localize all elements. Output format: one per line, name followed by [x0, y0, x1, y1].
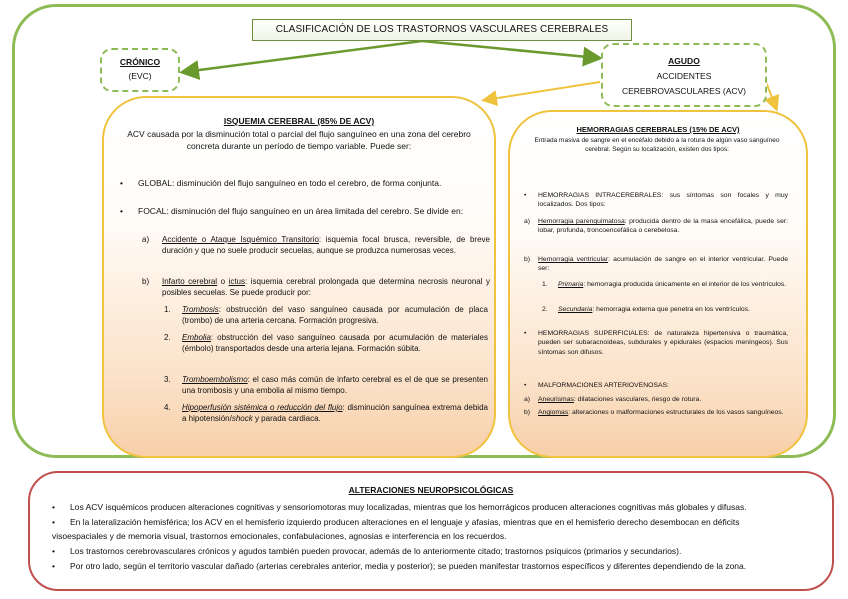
arrow-to-isquemia	[485, 82, 600, 100]
hemorragias-item-b: b) Hemorragia ventricular: acumulación de sangre en el interior ventricular. Puede ser:	[524, 256, 788, 273]
hemorragias-item-a: a) Hemorragia parenquimatosa: producida dentro de la masa encefálica, puede ser: lobar, profunda, troncoencefálica o cerebelosa.	[524, 218, 788, 235]
arrow-to-cronico	[184, 41, 422, 72]
isquemia-trombosis: 1. Trombosis: obstrucción del vaso sanguíneo causada por acumulación de placa (trombo) de una arteria cercana. Formación progresiva.	[164, 305, 488, 326]
arrow-to-agudo	[422, 41, 598, 58]
hemorragias-aneurismas: a) Aneurismas: dilataciones vasculares, riesgo de rotura.	[524, 396, 702, 403]
isquemia-embolia: 2. Embolia: obstrucción del vaso sanguíneo causada por acumulación de materiales (émbolo) transportados desde una arteria lejana. Formación súbita.	[164, 333, 488, 354]
alteraciones-box: ALTERACIONES NEUROPSICOLÓGICAS • Los ACV isquémicos producen alteraciones cognitivas y sensoriomotoras muy localizadas, mientras que los hemorrágicos producen alteraciones cognitivas más globales y difusas. • En la lateralización hemisférica; los ACV en el hemisferio izquierdo producen alteraciones en el lenguaje y afasias, mientras que en el hemisferio derecho desembocan en déficits visoespaciales y de memoria visual, trastornos emocionales, confabulaciones, agnosias e interferencia en los recuerdos. • Los trastornos cerebrovasculares crónicos y agudos también pueden provocar, además de lo anteriormente citado; trastornos psíquicos (primarios y secundarios). • Por otro lado, según el territorio vascular dañado (arterias cerebrales anterior, media y posterior); se pueden manifestar trastornos específicos y diferentes dependiendo de la zona.	[28, 471, 834, 591]
isquemia-item-a: a) Accidente o Ataque Isquémico Transitorio: isquemia focal brusca, reversible, de breve duración y que no suele producir secuelas, aunque se produzca numerosas veces.	[142, 235, 490, 256]
isquemia-box	[102, 96, 496, 458]
hemorragias-primaria: 1. Primaria: hemorragia producida únicamente en el interior de los ventrículos.	[542, 281, 787, 288]
cronico-heading: CRÓNICO	[119, 57, 161, 67]
hemorragias-box	[508, 110, 808, 458]
hemorragias-intracerebrales: • HEMORRAGIAS INTRACEREBRALES: sus síntomas son focales y muy localizados. Dos tipos:	[524, 192, 788, 209]
isquemia-intro: ACV causada por la disminución total o parcial del flujo sanguíneo en una zona del cerebro concreta durante un período de tiempo variable. Puede ser:	[127, 129, 471, 151]
isquemia-focal: • FOCAL: disminución del flujo sanguíneo en un área limitada del cerebro. Se divide en:	[120, 206, 464, 216]
isquemia-global: • GLOBAL: disminución del flujo sanguíneo en todo el cerebro, de forma conjunta.	[120, 178, 442, 188]
isquemia-tromboembolismo: 3. Tromboembolismo: el caso más común de infarto cerebral es el de que se presenten una trombosis y una embolia al mismo tiempo.	[164, 375, 488, 396]
hemorragias-secundaria: 2. Secundaria: hemorragia externa que penetra en los ventrículos.	[542, 306, 750, 313]
page-title: CLASIFICACIÓN DE LOS TRASTORNOS VASCULARES CEREBRALES	[252, 19, 632, 41]
hemorragias-angiomas: b) Angiomas: alteraciones o malformaciones estructurales de los vasos sanguíneos.	[524, 409, 784, 416]
isquemia-hipoperfusion: 4. Hipoperfusión sistémica o reducción del flujo: disminución sanguínea extrema debida a hipotensión/shock y parada cardiaca.	[164, 403, 488, 424]
isquemia-heading: ISQUEMIA CEREBRAL (85% DE ACV)	[223, 116, 375, 126]
agudo-line2: CEREBROVASCULARES (ACV)	[621, 86, 747, 96]
alteraciones-heading: ALTERACIONES NEUROPSICOLÓGICAS	[348, 485, 514, 495]
hemorragias-superficiales: • HEMORRAGIAS SUPERFICIALES: de naturaleza hipertensiva o traumática, pueden ser subaracnoideas, subdurales y epidurales (espacios meníngeos). Sus síntomas son difusos.	[524, 330, 788, 356]
arrow-to-hemorragias	[766, 82, 776, 108]
hemorragias-malformaciones: • MALFORMACIONES ARTERIOVENOSAS:	[524, 382, 669, 389]
isquemia-item-b: b) Infarto cerebral o ictus: isquemia cerebral prolongada que determina necrosis neuronal y posibles secuelas. Se puede producir por:	[142, 277, 490, 298]
hemorragias-heading: HEMORRAGIAS CEREBRALES (15% DE ACV)	[576, 125, 740, 134]
agudo-line1: ACCIDENTES	[656, 71, 712, 81]
cronico-box	[100, 48, 180, 92]
agudo-heading: AGUDO	[668, 56, 700, 66]
cronico-sub: (EVC)	[128, 71, 152, 81]
hemorragias-intro: Entrada masiva de sangre en el encéfalo debido a la rotura de algún vaso sanguíneo cerebral. Según su localización, existen dos tipos:	[534, 137, 780, 153]
agudo-box	[601, 43, 767, 107]
